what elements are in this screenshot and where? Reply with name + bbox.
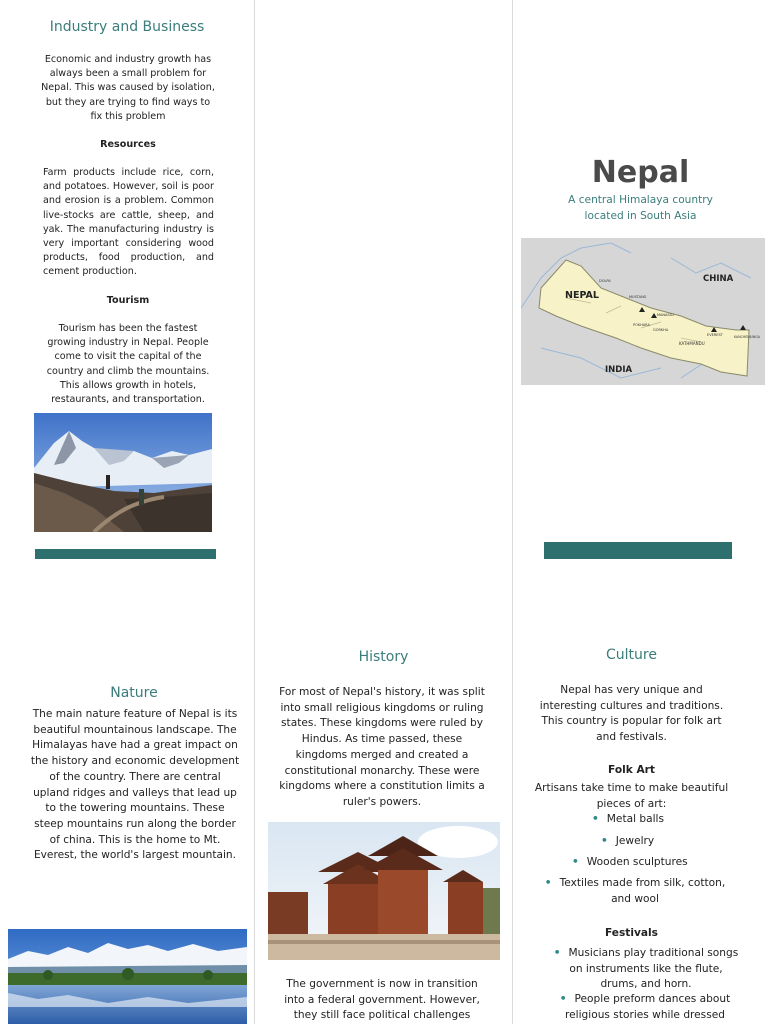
folk-item: • Wooden sculptures <box>572 856 688 868</box>
temple-photo <box>268 822 500 960</box>
mountain-trek-photo <box>34 413 212 532</box>
map-label-mustang: MUSTANG <box>629 295 647 299</box>
map-label-manaslu: MANASLU <box>657 313 674 317</box>
accent-bar <box>35 549 216 559</box>
cover-title: Nepal <box>591 155 690 190</box>
map-label-everest: EVEREST <box>707 333 723 337</box>
nepal-map <box>521 238 765 385</box>
resources-heading: Resources <box>100 139 156 150</box>
cover-subtitle: A central Himalaya country located in South Asia <box>568 194 713 222</box>
festival-item: • Musicians play traditional songs on instruments like the flute, drums, and horn. <box>553 947 739 991</box>
folk-art-text: Artisans take time to make beautiful pieces of art: <box>534 782 729 810</box>
tourism-text: Tourism has been the fastest growing industry in Nepal. People come to visit the capital of the country and climb the mountains. This allows growth in hotels, restaurants, and transportation. <box>46 323 210 406</box>
folk-item: • Metal balls <box>592 813 665 825</box>
culture-intro: Nepal has very unique and interesting cultures and traditions. This country is popular for folk art and festivals. <box>539 684 724 744</box>
panel-history <box>255 0 512 1024</box>
map-label-pokhara: POKHARA <box>633 323 650 327</box>
map-label-nepal: NEPAL <box>565 290 599 301</box>
accent-bar <box>544 542 732 559</box>
tourism-heading: Tourism <box>106 295 150 306</box>
folk-item: • Textiles made from silk, cotton, and wool <box>544 877 726 905</box>
panel-cover-culture <box>513 0 768 1024</box>
festivals-heading: Festivals <box>605 927 658 939</box>
festival-item: • People preform dances about religious stories while dressed <box>559 993 731 1021</box>
resources-text: Farm products include rice, corn, and potatoes. However, soil is poor and erosion is a problem. Common live-stocks are cattle, sheep, and yak. The manufacturing industry is very important considering wood products, food production, and cement production. <box>43 167 214 278</box>
folk-art-heading: Folk Art <box>608 764 655 776</box>
history-text: For most of Nepal's history, it was split into small religious kingdoms or ruling states. These kingdoms were ruled by Hindus. As time passed, these kingdoms merged and created a constitutional monarchy. These were kingdoms where a constitution limits a ruler's powers. <box>279 686 485 808</box>
industry-heading: Industry and Business <box>49 19 205 35</box>
nature-text: The main nature feature of Nepal is its beautiful mountainous landscape. The Himalayas have had a great impact on the history and economic development of the country. There are central upland ridges and valleys that lead up to the towering mountains. These steep mountains run along the border of china. This is the home to Mt. Everest, the world's largest mountain. <box>30 708 240 862</box>
map-label-kathmandu: KATHMANDU <box>679 341 705 346</box>
map-label-india: INDIA <box>605 365 633 375</box>
map-label-dolpa: DOLPA <box>599 279 611 283</box>
industry-intro: Economic and industry growth has always been a small problem for Nepal. This was caused by isolation, but they are trying to find ways to fix this problem <box>41 54 215 122</box>
map-label-china: CHINA <box>703 274 734 284</box>
mountain-lake-photo <box>8 929 247 1024</box>
history-text-2: The government is now in transition into a federal government. However, they still face political challenges <box>284 978 480 1022</box>
culture-heading: Culture <box>606 647 657 663</box>
map-label-gorkha: GORKHA <box>653 328 669 332</box>
history-heading: History <box>358 649 409 665</box>
folk-item: • Jewelry <box>601 835 655 847</box>
nature-heading: Nature <box>110 685 158 701</box>
map-label-kanchenjunga: KANCHENJUNGA <box>734 335 760 339</box>
panel-industry-nature <box>0 0 254 1024</box>
